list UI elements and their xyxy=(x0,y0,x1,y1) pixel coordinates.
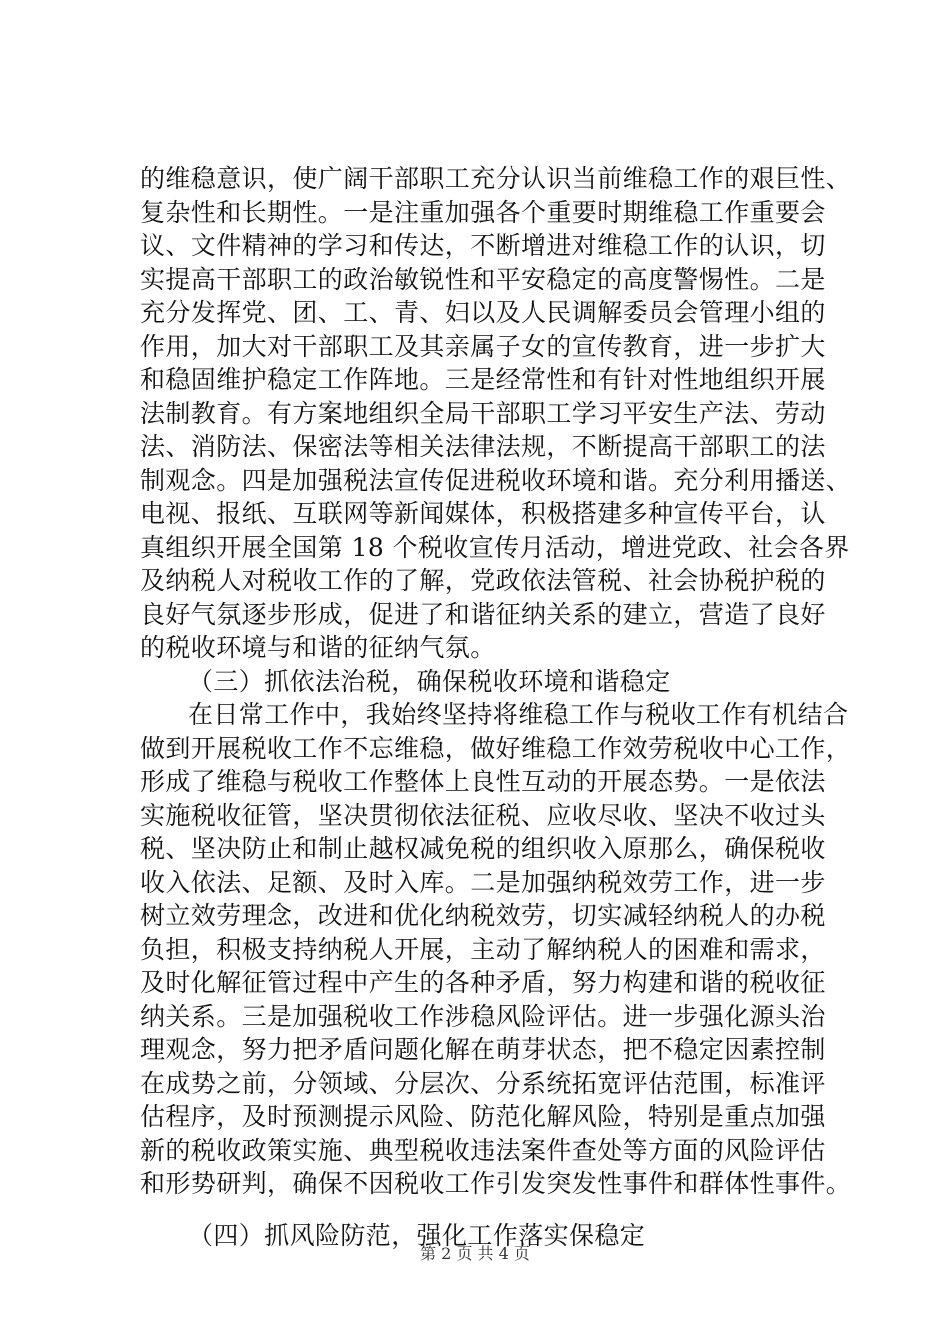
text-line: 充分发挥党、团、工、青、妇以及人民调解委员会管理小组的 xyxy=(140,298,826,327)
text-line: 复杂性和长期性。一是注重加强各个重要时期维稳工作重要会 xyxy=(140,197,826,227)
paragraph-2 xyxy=(140,698,852,1201)
text-line: 及时化解征管过程中产生的各种矛盾，努力构建和谐的税收征 xyxy=(140,968,826,997)
text-line: 形成了维稳与税收工作整体上良性互动的开展态势。一是依法 xyxy=(140,767,826,796)
text-line: 真组织开展全国第 18 个税收宣传月活动，增进党政、社会各界 xyxy=(140,532,850,562)
text-line: 电视、报纸、互联网等新闻媒体，积极搭建多种宣传平台，认 xyxy=(140,499,826,528)
text-line: 良好气氛逐步形成，促进了和谐征纳关系的建立，营造了良好 xyxy=(140,599,826,629)
section-heading-4: （四）抓风险防范，强化工作落实保稳定 xyxy=(188,1220,646,1250)
text-line: 在日常工作中，我始终坚持将维稳工作与税收工作有机结合 xyxy=(188,700,849,729)
section-heading-3: （三）抓依法治税，确保税收环境和谐稳定 xyxy=(188,666,671,696)
text-line: 实施税收征管，坚决贯彻依法征税、应收尽收、坚决不收过头 xyxy=(140,800,826,830)
text-line: 理观念，努力把矛盾问题化解在萌芽状态，把不稳定因素控制 xyxy=(140,1035,826,1064)
page-number-footer: 第 2 页 共 4 页 xyxy=(420,1244,530,1263)
text-line: 实提高干部职工的政治敏锐性和平安稳定的高度警惕性。二是 xyxy=(140,264,826,294)
text-line: 议、文件精神的学习和传达，不断增进对维稳工作的认识，切 xyxy=(140,231,826,260)
text-line: 的税收环境与和谐的征纳气氛。 xyxy=(140,633,496,662)
text-line: 收入依法、足额、及时入库。二是加强纳税效劳工作，进一步 xyxy=(140,867,826,897)
text-line: 税、坚决防止和制止越权减免税的组织收入原那么，确保税收 xyxy=(140,834,826,863)
text-line: 法、消防法、保密法等相关法律法规，不断提高干部职工的法 xyxy=(140,432,826,461)
text-line: 做到开展税收工作不忘维稳，做好维稳工作效劳税收中心工作， xyxy=(140,733,852,763)
text-line: 法制教育。有方案地组织全局干部职工学习平安生产法、劳动 xyxy=(140,398,826,428)
text-line: 作用，加大对干部职工及其亲属子女的宣传教育，进一步扩大 xyxy=(140,331,826,361)
text-line: 负担，积极支持纳税人开展，主动了解纳税人的困难和需求， xyxy=(140,934,826,964)
text-line: 和稳固维护稳定工作阵地。三是经常性和有针对性地组织开展 xyxy=(140,365,826,394)
text-line: 纳关系。三是加强税收工作涉稳风险评估。进一步强化源头治 xyxy=(140,1001,826,1031)
document-body xyxy=(140,162,852,1252)
text-line: 在成势之前，分领域、分层次、分系统拓宽评估范围，标准评 xyxy=(140,1068,826,1098)
text-line: 及纳税人对税收工作的了解，党政依法管税、社会协税护税的 xyxy=(140,566,826,595)
paragraph-1 xyxy=(140,162,852,665)
text-line: 树立效劳理念，改进和优化纳税效劳，切实减轻纳税人的办税 xyxy=(140,901,826,930)
text-line: 的维稳意识，使广阔干部职工充分认识当前维稳工作的艰巨性、 xyxy=(140,164,852,193)
text-line: 估程序，及时预测提示风险、防范化解风险，特别是重点加强 xyxy=(140,1102,826,1131)
text-line: 和形势研判，确保不因税收工作引发突发性事件和群体性事件。 xyxy=(140,1169,852,1198)
text-line: 新的税收政策实施、典型税收违法案件查处等方面的风险评估 xyxy=(140,1135,826,1165)
text-line: 制观念。四是加强税法宣传促进税收环境和谐。充分利用播送、 xyxy=(140,465,852,495)
